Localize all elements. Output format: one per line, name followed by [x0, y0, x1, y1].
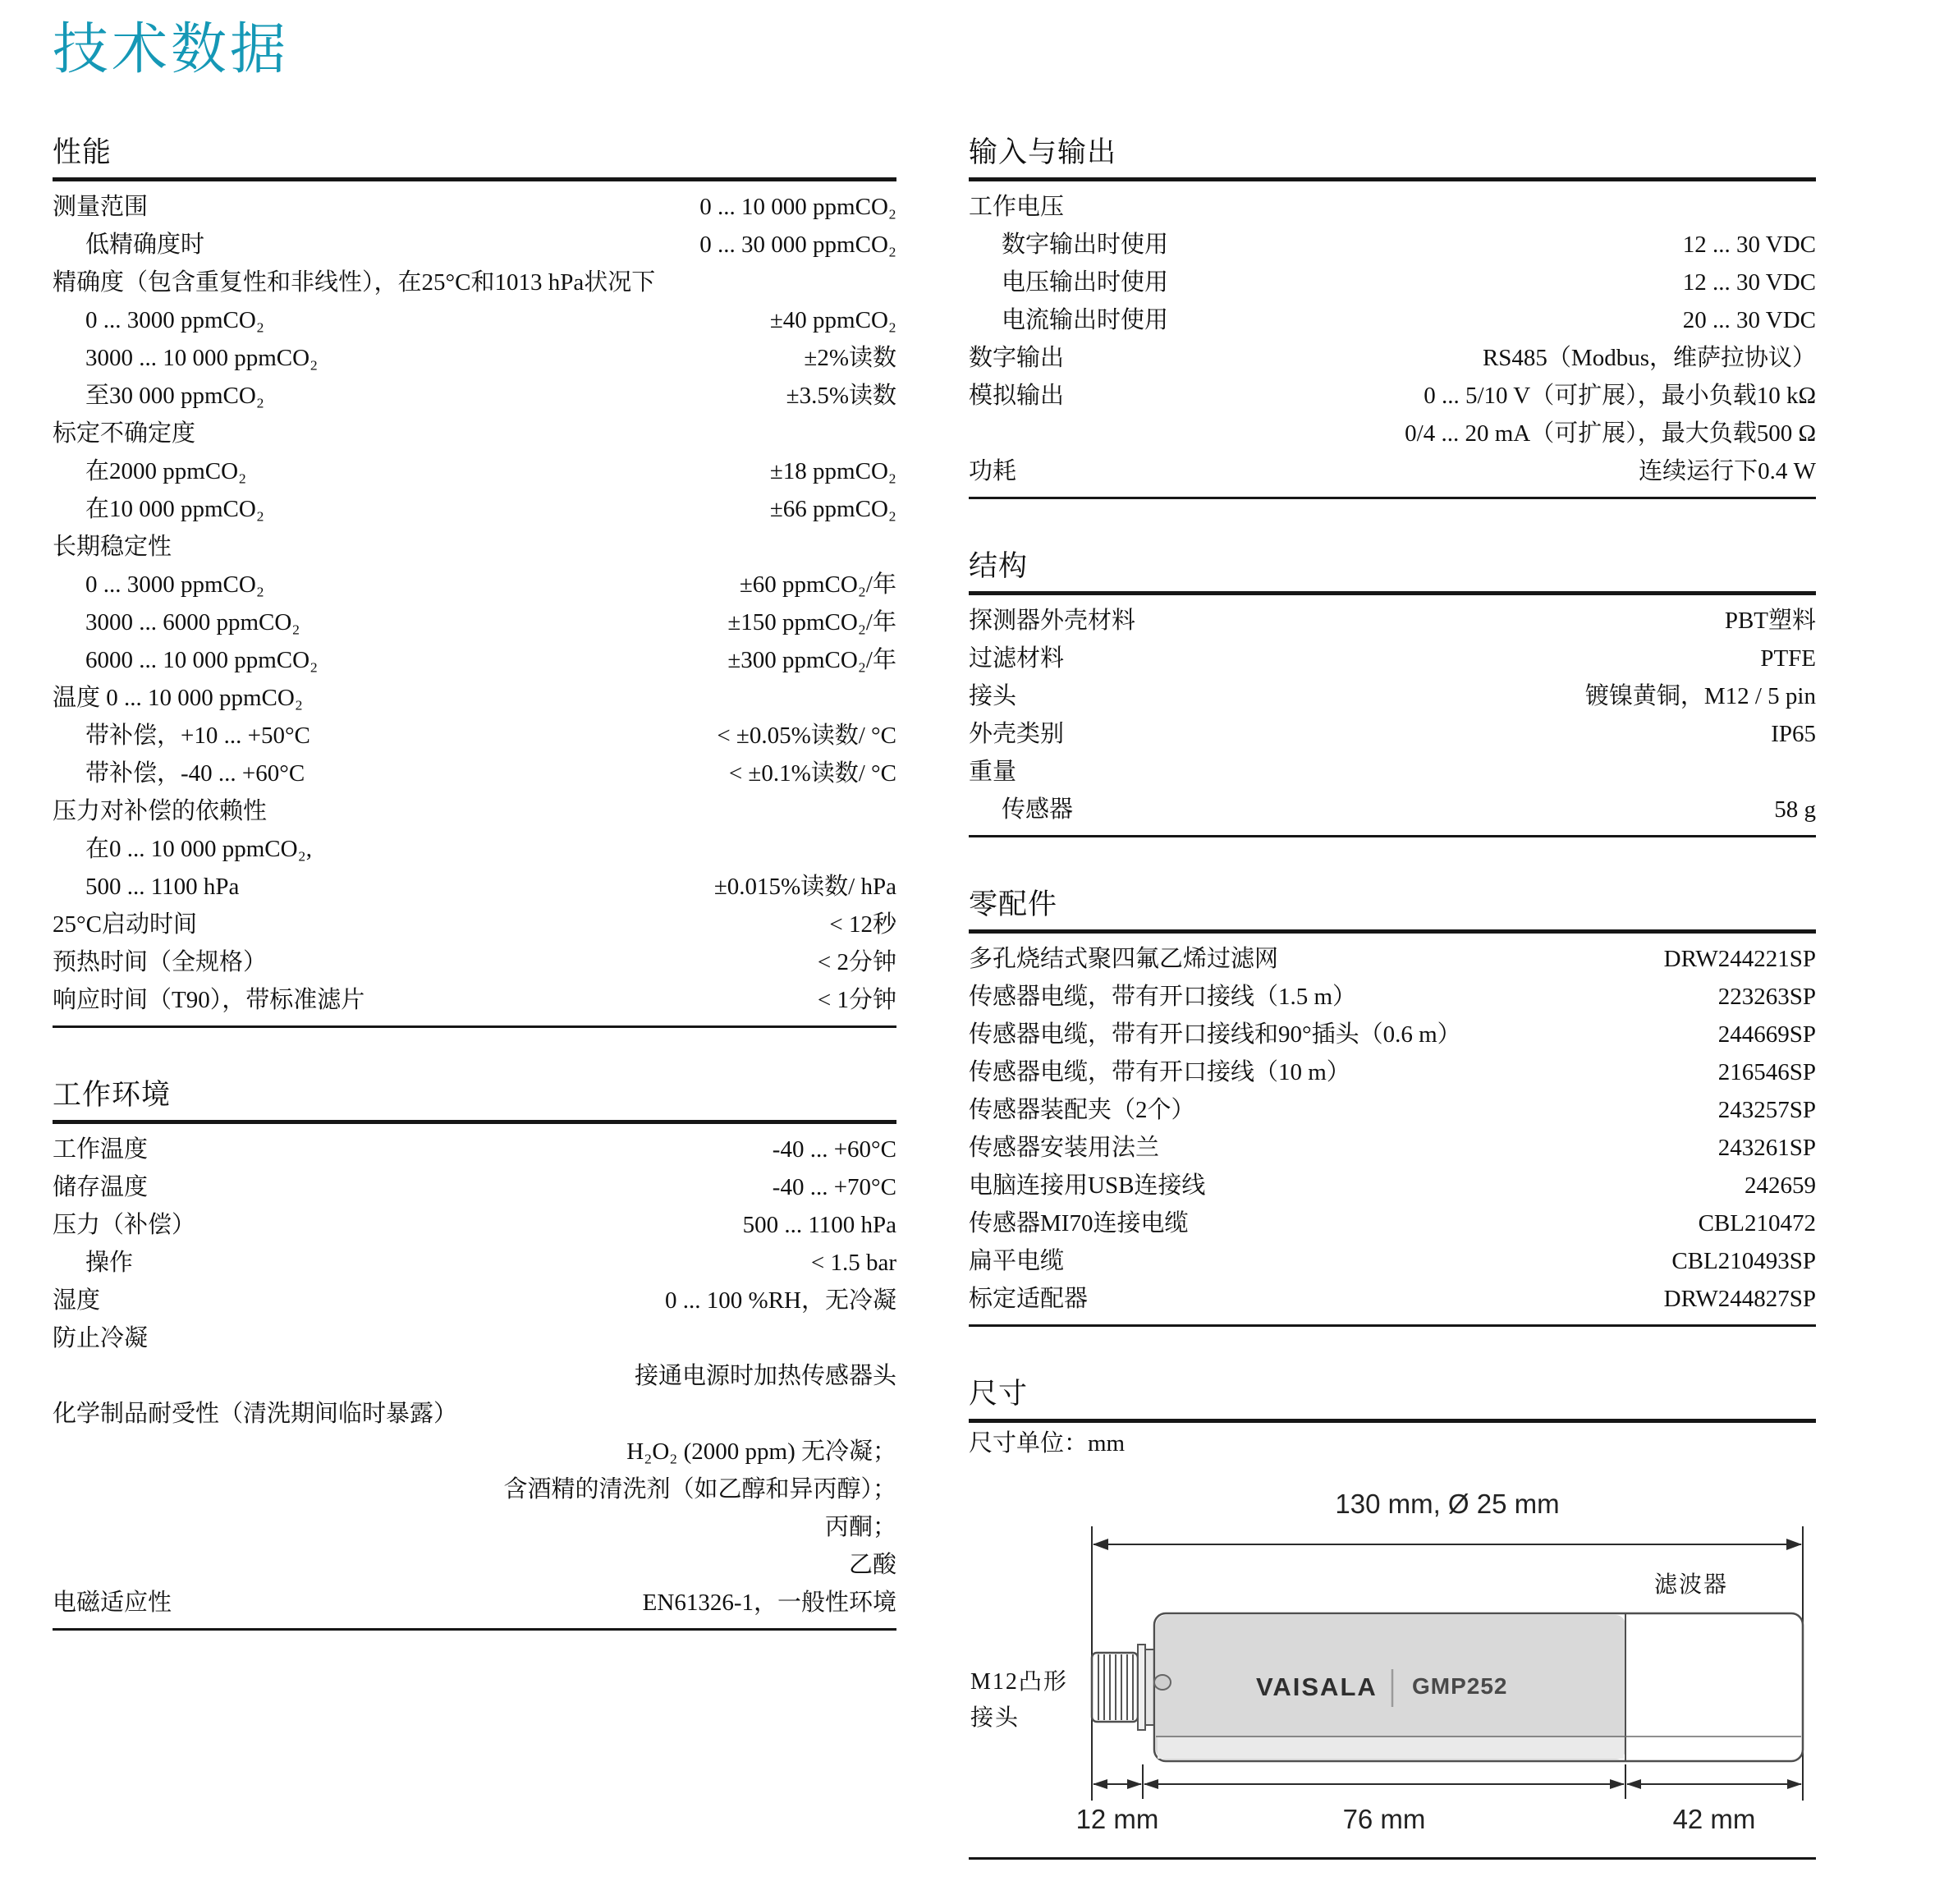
- spec-row: [53, 566, 896, 603]
- spec-row: [53, 528, 896, 566]
- spec-value: CBL210472: [1698, 1210, 1816, 1236]
- arrowhead-icon: [1610, 1779, 1625, 1789]
- performance-title: 性能: [53, 136, 112, 168]
- spec-label: 25°C启动时间: [53, 911, 197, 938]
- spec-row: [53, 1470, 896, 1508]
- spec-row: [969, 264, 1816, 301]
- connector-nut: [1145, 1649, 1154, 1725]
- sensor-body-lower-band: [1158, 1737, 1624, 1759]
- spec-value: 镀镍黄铜，M12 / 5 pin: [1584, 683, 1816, 709]
- mechanics-table: [969, 595, 1816, 828]
- spec-value: < 2分钟: [817, 949, 896, 975]
- section-bottom-rule: [969, 1324, 1816, 1327]
- spec-row: [969, 415, 1816, 452]
- spec-value: DRW244827SP: [1663, 1286, 1816, 1312]
- spec-value: ±2%读数: [804, 345, 896, 371]
- spec-value: 0/4 ... 20 mA（可扩展），最大负载500 Ω: [1405, 420, 1816, 447]
- environment-title: 工作环境: [53, 1079, 172, 1111]
- spec-value: ±0.015%读数/ hPa: [713, 874, 896, 900]
- page-title: 技术数据: [53, 18, 290, 80]
- spec-value: 12 ... 30 VDC: [1682, 269, 1816, 296]
- spec-value: ±18 ppmCO₂: [769, 458, 896, 484]
- dim-label-connector: 12 mm: [1075, 1804, 1159, 1834]
- spec-value: 58 g: [1774, 796, 1816, 823]
- environment-table: [53, 1124, 896, 1622]
- spec-row: [969, 602, 1816, 640]
- spec-label: 多孔烧结式聚四氟乙烯过滤网: [969, 946, 1279, 972]
- spec-row: [53, 1244, 896, 1282]
- spec-value: EN61326-1，一般性环境: [642, 1590, 896, 1616]
- spec-label: 在10 000 ppmCO₂: [85, 496, 264, 522]
- spec-row: [53, 679, 896, 717]
- section-performance: [53, 130, 896, 1028]
- spec-value: 接通电源时加热传感器头: [634, 1363, 896, 1389]
- spec-label: 工作电压: [969, 194, 1065, 220]
- spec-label: 在0 ... 10 000 ppmCO₂,: [85, 836, 312, 862]
- mechanics-title: 结构: [969, 550, 1029, 582]
- section-bottom-rule: [969, 497, 1816, 499]
- spec-label: 探测器外壳材料: [969, 608, 1136, 634]
- spec-label: 6000 ... 10 000 ppmCO₂: [85, 647, 319, 673]
- spec-row: [969, 188, 1816, 226]
- model-text: GMP252: [1412, 1673, 1508, 1699]
- spec-label: 500 ... 1100 hPa: [85, 874, 240, 900]
- spec-value: 0 ... 10 000 ppmCO₂: [699, 194, 896, 220]
- spec-value: 乙酸: [848, 1552, 896, 1578]
- spec-label: 带补偿，-40 ... +60°C: [85, 760, 305, 787]
- spec-row: [53, 1584, 896, 1622]
- spec-label: 传感器电缆，带有开口接线（10 m）: [969, 1059, 1350, 1085]
- performance-table: [53, 181, 896, 1019]
- spec-row: [53, 1357, 896, 1395]
- arrowhead-icon: [1787, 1779, 1802, 1789]
- spec-label: 防止冷凝: [53, 1325, 149, 1351]
- spec-value: 243261SP: [1717, 1135, 1816, 1161]
- spec-row: [969, 1016, 1816, 1053]
- sensor-dimension-diagram: [969, 1469, 1816, 1847]
- spec-row: [969, 1242, 1816, 1280]
- spec-value: 216546SP: [1717, 1059, 1816, 1085]
- spec-label: 标定不确定度: [53, 420, 196, 447]
- spec-value: 20 ... 30 VDC: [1682, 307, 1816, 333]
- spec-label: 传感器装配夹（2个）: [969, 1097, 1195, 1123]
- spec-label: 储存温度: [53, 1174, 149, 1200]
- connector-label-line2: 接头: [970, 1705, 1020, 1731]
- arrowhead-icon: [1144, 1779, 1158, 1789]
- spec-label: 压力对补偿的依赖性: [53, 798, 268, 824]
- spec-row: [969, 1204, 1816, 1242]
- spec-row: [969, 640, 1816, 677]
- spec-row: [53, 377, 896, 415]
- spec-label: 响应时间（T90），带标准滤片: [53, 987, 365, 1013]
- spec-label: 传感器电缆，带有开口接线（1.5 m）: [969, 984, 1357, 1010]
- spec-label: 压力（补偿）: [53, 1212, 196, 1238]
- spec-label: 传感器电缆，带有开口接线和90°插头（0.6 m）: [969, 1021, 1461, 1048]
- spec-label: 测量范围: [53, 194, 149, 220]
- spec-value: < 12秒: [829, 911, 896, 938]
- spec-row: [969, 452, 1816, 490]
- thread-hatching: [1098, 1654, 1133, 1720]
- spec-value: 含酒精的清洗剂（如乙醇和异丙醇）；: [503, 1476, 896, 1503]
- spec-row: [969, 377, 1816, 415]
- spec-value: ±300 ppmCO₂/年: [727, 647, 896, 673]
- spec-row: [53, 1319, 896, 1357]
- spec-value: 242659: [1745, 1172, 1816, 1199]
- spec-value: 243257SP: [1717, 1097, 1816, 1123]
- overall-dimension-label: 130 mm, Ø 25 mm: [1335, 1489, 1560, 1519]
- spec-value: ±40 ppmCO₂: [769, 307, 896, 333]
- spec-label: 电流输出时使用: [1002, 307, 1169, 333]
- spec-row: [53, 755, 896, 792]
- spec-value: CBL210493SP: [1671, 1248, 1816, 1274]
- connector-label-line1: M12凸形: [970, 1669, 1068, 1695]
- spec-label: 温度 0 ... 10 000 ppmCO₂: [53, 685, 303, 711]
- spec-label: 操作: [85, 1250, 134, 1276]
- spec-row: [53, 1546, 896, 1584]
- spec-row: [53, 906, 896, 943]
- spec-label: 标定适配器: [969, 1286, 1089, 1312]
- spec-label: 功耗: [969, 458, 1017, 484]
- dimensions-title: 尺寸: [969, 1378, 1029, 1410]
- spec-value: 244669SP: [1717, 1021, 1816, 1048]
- spec-value: 12 ... 30 VDC: [1682, 232, 1816, 258]
- spec-row: [53, 717, 896, 755]
- spec-value: 500 ... 1100 hPa: [742, 1212, 896, 1238]
- spec-value: DRW244221SP: [1663, 946, 1816, 972]
- spec-row: [53, 188, 896, 226]
- dim-label-body: 76 mm: [1342, 1804, 1426, 1834]
- spec-label: 扁平电缆: [969, 1248, 1065, 1274]
- spec-label: 精确度（包含重复性和非线性），在25°C和1013 hPa状况下: [53, 269, 656, 296]
- spec-value: ±66 ppmCO₂: [769, 496, 896, 522]
- section-bottom-rule: [53, 1628, 896, 1631]
- spec-label: 至30 000 ppmCO₂: [85, 383, 264, 409]
- section-dimensions: [969, 1371, 1816, 1860]
- accessories-title: 零配件: [969, 888, 1058, 920]
- spec-value: ±60 ppmCO₂/年: [739, 571, 896, 598]
- spec-row: [53, 830, 896, 868]
- spec-row: [969, 301, 1816, 339]
- spec-row: [53, 452, 896, 490]
- spec-row: [53, 264, 896, 301]
- spec-label: 0 ... 3000 ppmCO₂: [85, 307, 264, 333]
- spec-row: [53, 943, 896, 981]
- spec-value: -40 ... +70°C: [772, 1174, 896, 1200]
- spec-row: [53, 301, 896, 339]
- spec-label: 传感器MI70连接电缆: [969, 1210, 1189, 1236]
- spec-value: < ±0.05%读数/ °C: [717, 723, 896, 749]
- spec-label: 数字输出时使用: [1002, 232, 1169, 258]
- spec-label: 3000 ... 10 000 ppmCO₂: [85, 345, 319, 371]
- connector-collar: [1138, 1645, 1145, 1730]
- spec-row: [969, 1280, 1816, 1318]
- section-accessories: [969, 882, 1816, 1327]
- spec-value: 0 ... 30 000 ppmCO₂: [699, 232, 896, 258]
- spec-value: ±150 ppmCO₂/年: [727, 609, 896, 635]
- spec-value: < ±0.1%读数/ °C: [728, 760, 896, 787]
- spec-label: 低精确度时: [85, 232, 205, 258]
- spec-row: [969, 1053, 1816, 1091]
- spec-label: 在2000 ppmCO₂: [85, 458, 247, 484]
- spec-label: 接头: [969, 683, 1017, 709]
- spec-label: 过滤材料: [969, 645, 1065, 672]
- spec-label: 电压输出时使用: [1002, 269, 1169, 296]
- spec-value: 丙酮；: [824, 1514, 896, 1540]
- section-bottom-rule: [969, 835, 1816, 837]
- spec-value: 223263SP: [1717, 984, 1816, 1010]
- io-table: [969, 181, 1816, 490]
- dim-label-filter: 42 mm: [1672, 1804, 1756, 1834]
- dimension-unit-note: 尺寸单位：mm: [969, 1430, 1126, 1457]
- section-bottom-rule: [53, 1025, 896, 1028]
- spec-value: PTFE: [1760, 645, 1816, 672]
- spec-label: 带补偿，+10 ... +50°C: [85, 723, 310, 749]
- spec-row: [53, 641, 896, 679]
- spec-label: 预热时间（全规格）: [53, 949, 268, 975]
- right-column: [969, 130, 1816, 1904]
- left-column: [53, 130, 896, 1675]
- section-bottom-rule: [969, 1857, 1816, 1860]
- spec-row: [969, 791, 1816, 828]
- spec-row: [969, 940, 1816, 978]
- spec-value: < 1.5 bar: [810, 1250, 896, 1276]
- spec-row: [53, 339, 896, 377]
- spec-label: 长期稳定性: [53, 534, 172, 560]
- spec-row: [53, 1168, 896, 1206]
- spec-row: [53, 868, 896, 906]
- spec-row: [53, 1433, 896, 1470]
- spec-value: IP65: [1771, 721, 1816, 747]
- spec-label: 3000 ... 6000 ppmCO₂: [85, 609, 300, 635]
- spec-row: [53, 981, 896, 1019]
- spec-value: -40 ... +60°C: [772, 1136, 896, 1163]
- spec-label: 化学制品耐受性（清洗期间临时暴露）: [53, 1401, 458, 1427]
- section-mechanics: [969, 544, 1816, 837]
- filter-label: 滤波器: [1653, 1572, 1729, 1598]
- spec-label: 0 ... 3000 ppmCO₂: [85, 571, 264, 598]
- spec-row: [53, 603, 896, 641]
- body-nub: [1154, 1675, 1171, 1690]
- spec-value: H₂O₂ (2000 ppm) 无冷凝；: [626, 1438, 896, 1465]
- spec-row: [53, 415, 896, 452]
- spec-label: 传感器: [1002, 796, 1074, 823]
- arrowhead-left-icon: [1093, 1539, 1108, 1550]
- spec-label: 电磁适应性: [53, 1590, 172, 1616]
- spec-label: 重量: [969, 759, 1017, 785]
- spec-row: [53, 490, 896, 528]
- spec-row: [53, 1131, 896, 1168]
- spec-row: [969, 978, 1816, 1016]
- spec-value: PBT塑料: [1724, 608, 1816, 634]
- spec-row: [969, 677, 1816, 715]
- spec-row: [53, 1395, 896, 1433]
- spec-label: 工作温度: [53, 1136, 149, 1163]
- io-title: 输入与输出: [969, 136, 1117, 168]
- section-environment: [53, 1072, 896, 1631]
- arrowhead-icon: [1127, 1779, 1142, 1789]
- spec-row: [969, 715, 1816, 753]
- section-io: [969, 130, 1816, 499]
- spec-label: 外壳类别: [969, 721, 1065, 747]
- spec-row: [969, 1129, 1816, 1167]
- spec-row: [969, 1091, 1816, 1129]
- spec-row: [969, 339, 1816, 377]
- spec-row: [53, 792, 896, 830]
- spec-label: 电脑连接用USB连接线: [969, 1172, 1206, 1199]
- spec-value: 0 ... 100 %RH，无冷凝: [665, 1287, 896, 1314]
- brand-logo-text: VAISALA: [1256, 1672, 1378, 1701]
- spec-label: 传感器安装用法兰: [969, 1135, 1160, 1161]
- arrowhead-right-icon: [1786, 1539, 1802, 1550]
- spec-row: [969, 1167, 1816, 1204]
- spec-row: [53, 1508, 896, 1546]
- spec-row: [969, 226, 1816, 264]
- spec-value: < 1分钟: [817, 987, 896, 1013]
- spec-value: 连续运行下0.4 W: [1639, 458, 1816, 484]
- spec-row: [969, 753, 1816, 791]
- spec-value: RS485（Modbus，维萨拉协议）: [1482, 345, 1816, 371]
- accessories-table: [969, 934, 1816, 1318]
- spec-value: 0 ... 5/10 V（可扩展），最小负载10 kΩ: [1424, 383, 1816, 409]
- spec-label: 数字输出: [969, 345, 1065, 371]
- spec-label: 模拟输出: [969, 383, 1065, 409]
- spec-row: [53, 1282, 896, 1319]
- spec-value: ±3.5%读数: [786, 383, 896, 409]
- spec-row: [53, 1206, 896, 1244]
- arrowhead-icon: [1626, 1779, 1641, 1789]
- arrowhead-icon: [1093, 1779, 1107, 1789]
- spec-label: 湿度: [53, 1287, 101, 1314]
- spec-row: [53, 226, 896, 264]
